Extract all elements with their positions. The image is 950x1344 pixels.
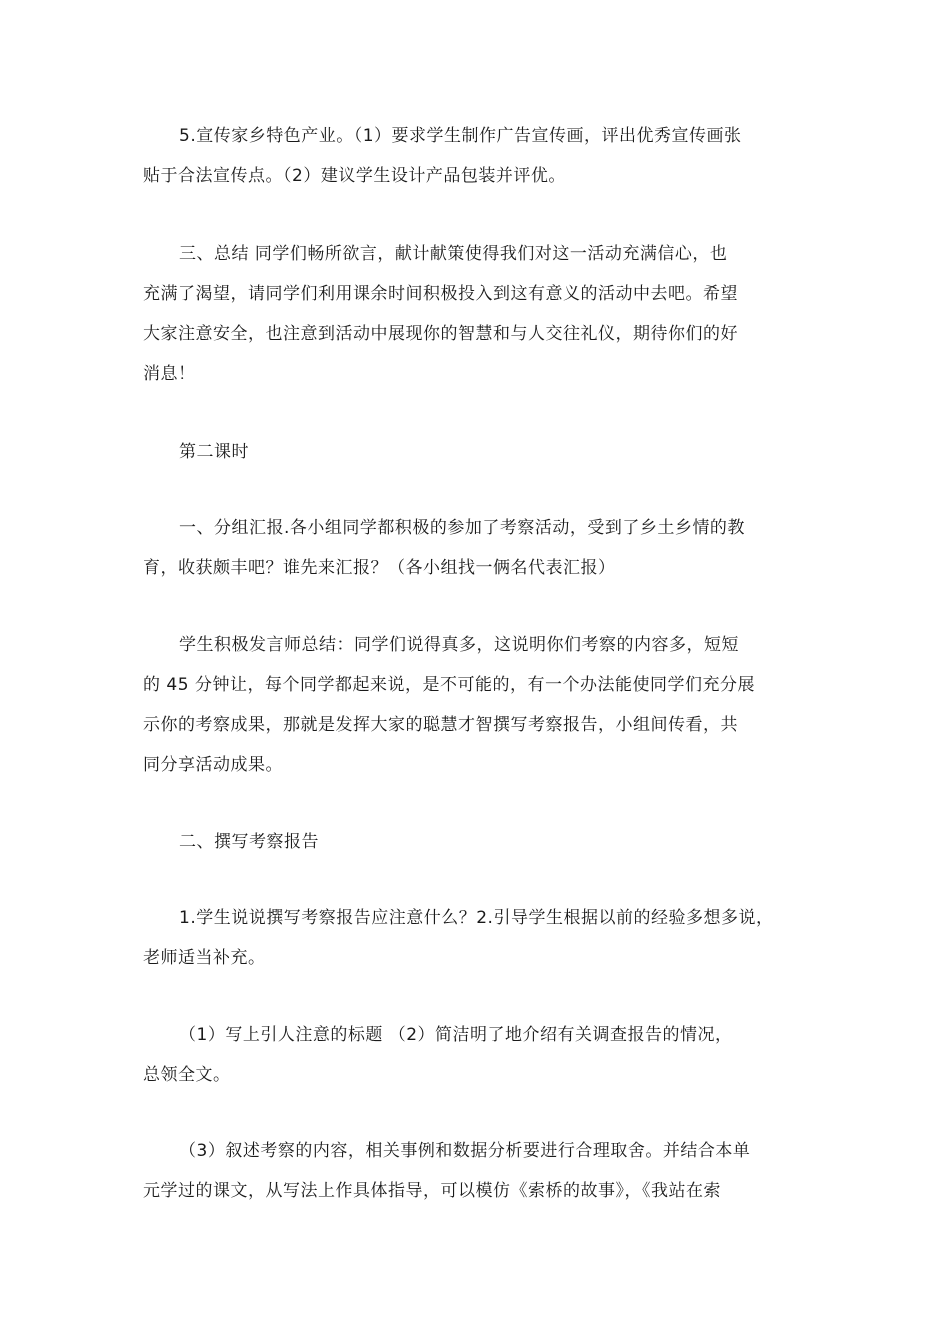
- section-heading-second-lesson: [143, 432, 823, 472]
- text-line: 三、总结 同学们畅所欲言，献计献策使得我们对这一活动充满信心，也: [179, 244, 728, 264]
- paragraph-content: [143, 1131, 823, 1211]
- paragraph-title-intro: [143, 1015, 823, 1095]
- text-line: 的 45 分钟让，每个同学都起来说，是不可能的，有一个办法能使同学们充分展: [143, 675, 755, 695]
- text-line: 学生积极发言师总结：同学们说得真多，这说明你们考察的内容多，短短: [179, 635, 739, 655]
- text-line: 5.宣传家乡特色产业。（1）要求学生制作广告宣传画，评出优秀宣传画张: [179, 126, 742, 146]
- text-line: （3）叙述考察的内容，相关事例和数据分析要进行合理取舍。并结合本单: [179, 1141, 751, 1161]
- text-line: 二、撰写考察报告: [179, 832, 319, 852]
- text-line: 同分享活动成果。: [143, 755, 283, 775]
- text-line: 1.学生说说撰写考察报告应注意什么？2.引导学生根据以前的经验多想多说，: [179, 908, 774, 928]
- paragraph-group-report: [143, 508, 823, 588]
- text-line: 元学过的课文，从写法上作具体指导，可以模仿《索桥的故事》，《我站在索: [143, 1181, 721, 1201]
- text-line: 第二课时: [179, 442, 249, 462]
- text-line: 老师适当补充。: [143, 948, 266, 968]
- text-line: 大家注意安全，也注意到活动中展现你的智慧和与人交往礼仪，期待你们的好: [143, 324, 738, 344]
- text-line: 育，收获颇丰吧？谁先来汇报？（各小组找一俩名代表汇报）: [143, 558, 616, 578]
- text-line: 一、分组汇报.各小组同学都积极的参加了考察活动，受到了乡土乡情的教: [179, 518, 745, 538]
- paragraph-promote-industry: [143, 116, 823, 196]
- section-heading-write-report: [143, 822, 823, 862]
- paragraph-summary: [143, 234, 823, 394]
- paragraph-notes: [143, 898, 823, 978]
- paragraph-teacher-summary: [143, 625, 823, 785]
- text-line: 贴于合法宣传点。（2）建议学生设计产品包装并评优。: [143, 166, 566, 186]
- text-line: 总领全文。: [143, 1065, 231, 1085]
- text-line: 消息！: [143, 364, 196, 384]
- text-line: 充满了渴望，请同学们利用课余时间积极投入到这有意义的活动中去吧。希望: [143, 284, 738, 304]
- text-line: 示你的考察成果，那就是发挥大家的聪慧才智撰写考察报告，小组间传看，共: [143, 715, 738, 735]
- text-line: （1）写上引人注意的标题 （2）简洁明了地介绍有关调查报告的情况，: [179, 1025, 733, 1045]
